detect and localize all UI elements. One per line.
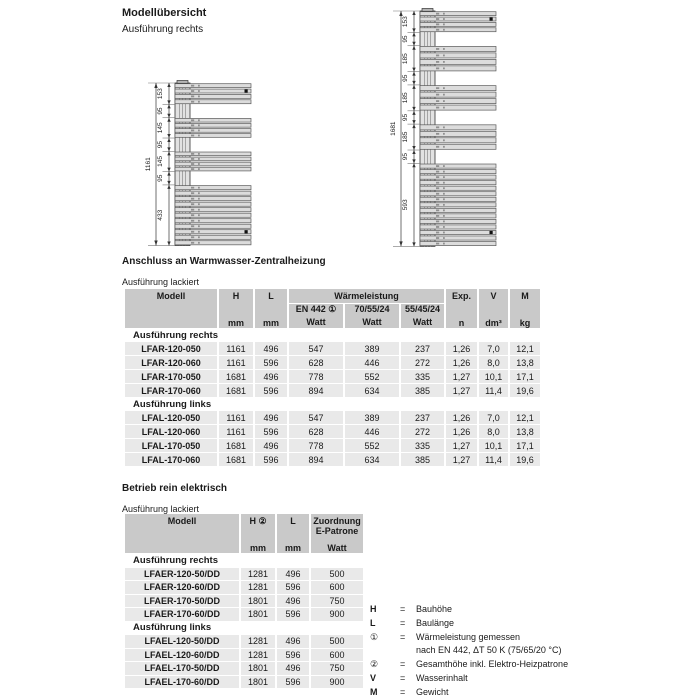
value-cell: 596 <box>255 356 287 369</box>
radiator-tube <box>175 129 251 133</box>
value-cell: 385 <box>401 384 444 397</box>
model-cell: LFAEL-170-60/DD <box>125 676 239 689</box>
value-cell: 389 <box>345 411 399 424</box>
legend-text: Wärmeleistung gemessen <box>416 631 521 642</box>
radiator-tube <box>420 236 496 240</box>
radiator-tube <box>420 144 496 149</box>
radiator-tube <box>420 230 496 234</box>
value-cell: 8,0 <box>479 425 508 438</box>
col-header-h2: H ② mm <box>241 514 275 553</box>
radiator-tube <box>420 186 496 190</box>
value-cell: 628 <box>289 356 343 369</box>
radiator-tube <box>420 125 496 130</box>
value-cell: 634 <box>345 384 399 397</box>
value-cell: 894 <box>289 384 343 397</box>
value-cell: 13,8 <box>510 356 540 369</box>
col-header-l: L mm <box>277 514 309 553</box>
legend-item-circle1-cont <box>370 645 568 659</box>
radiator-tube <box>175 118 251 122</box>
radiator-tube <box>175 134 251 138</box>
value-cell: 12,1 <box>510 342 540 355</box>
radiator-tube <box>175 123 251 127</box>
value-cell: 552 <box>345 370 399 383</box>
table-row <box>125 581 363 594</box>
radiator-tube <box>420 138 496 143</box>
legend-symbol: M <box>370 686 378 697</box>
finish-label-hydronic: Ausführung lackiert <box>122 277 200 287</box>
radiator-tube <box>175 186 251 190</box>
value-cell: 1281 <box>241 635 275 648</box>
value-cell: 389 <box>345 342 399 355</box>
top-cap <box>177 80 188 83</box>
page-subtitle: Ausführung rechts <box>122 24 204 35</box>
col-header-v: V dm³ <box>479 289 508 328</box>
value-cell: 596 <box>277 581 309 594</box>
legend-text: nach EN 442, ΔT 50 K (75/65/20 °C) <box>416 645 562 656</box>
table-row <box>125 568 363 581</box>
radiator-tube <box>420 203 496 207</box>
table-row <box>125 649 363 662</box>
value-cell: 17,1 <box>510 370 540 383</box>
radiator-tube <box>420 59 496 64</box>
value-cell: 596 <box>255 384 287 397</box>
value-cell: 496 <box>255 411 287 424</box>
vent-dot <box>489 231 492 234</box>
model-cell: LFAEL-120-60/DD <box>125 649 239 662</box>
table-row <box>125 676 363 689</box>
model-cell: LFAER-170-50/DD <box>125 595 239 608</box>
radiator-tube <box>420 192 496 196</box>
legend-equals: = <box>400 604 406 614</box>
legend-item-v <box>370 673 568 687</box>
table-section-row <box>125 329 540 341</box>
value-cell: 1,27 <box>446 453 477 466</box>
dimension-segment-label: 95 <box>402 113 410 122</box>
table-section-row <box>125 554 363 567</box>
radiator-tube <box>420 175 496 179</box>
dimension-segment-label: 185 <box>402 92 410 104</box>
value-cell: 11,4 <box>479 384 508 397</box>
radiator-tube <box>420 17 496 21</box>
legend-text: Baulänge <box>416 617 455 628</box>
legend-equals: = <box>400 631 406 642</box>
value-cell: 7,0 <box>479 411 508 424</box>
value-cell: 894 <box>289 453 343 466</box>
dimension-segment-label: 95 <box>402 74 410 82</box>
col-header-m: M kg <box>510 289 540 328</box>
radiator-tube <box>420 12 496 16</box>
radiator-tube <box>420 208 496 212</box>
table-row <box>125 635 363 648</box>
value-cell: 1801 <box>241 662 275 675</box>
legend-symbol: ② <box>370 659 379 670</box>
value-cell: 1281 <box>241 581 275 594</box>
model-cell: LFAER-170-60/DD <box>125 608 239 621</box>
table-row <box>125 370 540 383</box>
value-cell: 596 <box>255 425 287 438</box>
value-cell: 19,6 <box>510 453 540 466</box>
col-header-modell: Modell <box>125 514 239 553</box>
table-row <box>125 342 540 355</box>
value-cell: 1801 <box>241 608 275 621</box>
col-header-modell: Modell <box>125 289 217 328</box>
value-cell: 1801 <box>241 595 275 608</box>
model-cell: LFAL-120-050 <box>125 411 217 424</box>
top-cap <box>422 8 433 11</box>
table-section-label: Ausführung links <box>125 398 540 410</box>
legend-item-circle2 <box>370 659 568 673</box>
value-cell: 335 <box>401 370 444 383</box>
value-cell: 1681 <box>219 439 253 452</box>
model-cell: LFAR-170-050 <box>125 370 217 383</box>
vent-dot <box>244 230 247 233</box>
value-cell: 500 <box>311 568 363 581</box>
col-header-en442: EN 442 ① Watt <box>289 304 343 328</box>
value-cell: 1681 <box>219 384 253 397</box>
value-cell: 385 <box>401 453 444 466</box>
value-cell: 1,27 <box>446 439 477 452</box>
model-cell: LFAER-120-60/DD <box>125 581 239 594</box>
value-cell: 552 <box>345 439 399 452</box>
legend-item-m <box>370 687 568 700</box>
radiator-tube <box>420 181 496 185</box>
radiator-tube <box>175 197 251 201</box>
value-cell: 634 <box>345 453 399 466</box>
value-cell: 496 <box>277 568 309 581</box>
legend-text: Gesamthöhe inkl. Elektro-Heizpatrone <box>416 659 569 670</box>
value-cell: 1,27 <box>446 370 477 383</box>
value-cell: 272 <box>401 425 444 438</box>
legend-item-l <box>370 618 568 632</box>
legend-equals: = <box>400 659 406 670</box>
model-cell: LFAR-120-050 <box>125 342 217 355</box>
legend-equals: = <box>400 686 406 697</box>
value-cell: 600 <box>311 581 363 594</box>
value-cell: 1801 <box>241 676 275 689</box>
table-row <box>125 356 540 369</box>
value-cell: 1281 <box>241 568 275 581</box>
legend-text: Bauhöhe <box>416 604 453 614</box>
value-cell: 1,26 <box>446 411 477 424</box>
radiator-tube <box>420 99 496 104</box>
dimension-segment-label: 95 <box>402 153 410 161</box>
value-cell: 596 <box>277 676 309 689</box>
value-cell: 335 <box>401 439 444 452</box>
radiator-tube <box>420 105 496 110</box>
radiator-tube <box>175 219 251 223</box>
value-cell: 19,6 <box>510 384 540 397</box>
value-cell: 900 <box>311 676 363 689</box>
radiator-tube <box>175 84 251 88</box>
value-cell: 1681 <box>219 370 253 383</box>
value-cell: 778 <box>289 370 343 383</box>
legend-text: Wasserinhalt <box>416 672 468 683</box>
legend-equals: = <box>400 672 406 683</box>
value-cell: 237 <box>401 411 444 424</box>
table-section-label: Ausführung rechts <box>125 329 540 341</box>
radiator-tube <box>175 89 251 93</box>
value-cell: 547 <box>289 342 343 355</box>
model-cell: LFAR-120-060 <box>125 356 217 369</box>
value-cell: 446 <box>345 356 399 369</box>
dimension-total-label: 1161 <box>145 157 153 172</box>
value-cell: 1681 <box>219 453 253 466</box>
value-cell: 750 <box>311 662 363 675</box>
radiator-tube <box>420 86 496 91</box>
table-row <box>125 411 540 424</box>
model-cell: LFAR-170-060 <box>125 384 217 397</box>
section-title-hydronic: Anschluss an Warmwasser-Zentralheizung <box>122 256 326 267</box>
radiator-tube <box>175 235 251 239</box>
legend-symbol: V <box>370 672 377 683</box>
radiator-drawing-height-1681 <box>390 8 498 251</box>
radiator-tube <box>420 164 496 168</box>
value-cell: 1,27 <box>446 384 477 397</box>
value-cell: 496 <box>255 370 287 383</box>
value-cell: 1161 <box>219 356 253 369</box>
hydronic-table <box>123 288 542 467</box>
value-cell: 10,1 <box>479 370 508 383</box>
radiator-tube <box>420 219 496 223</box>
radiator-tube <box>175 230 251 234</box>
radiator-tube <box>175 224 251 228</box>
value-cell: 17,1 <box>510 439 540 452</box>
radiator-tube <box>175 191 251 195</box>
value-cell: 8,0 <box>479 356 508 369</box>
dimension-segment-label: 95 <box>157 174 165 182</box>
value-cell: 600 <box>311 649 363 662</box>
radiator-tube <box>420 53 496 58</box>
radiator-tube <box>175 162 251 166</box>
value-cell: 596 <box>255 453 287 466</box>
dimension-segment-label: 145 <box>157 156 165 167</box>
col-header-waermeleistung: Wärmeleistung <box>289 289 444 303</box>
page-title: Modellübersicht <box>122 7 207 19</box>
dimension-segment-label: 145 <box>157 122 165 134</box>
value-cell: 900 <box>311 608 363 621</box>
value-cell: 496 <box>255 439 287 452</box>
value-cell: 237 <box>401 342 444 355</box>
value-cell: 778 <box>289 439 343 452</box>
dimension-segment-label: 185 <box>402 53 410 65</box>
section-title-electric: Betrieb rein elektrisch <box>122 483 228 494</box>
dimension-segment-label: 433 <box>157 209 165 221</box>
radiator-tube <box>420 66 496 71</box>
electric-table <box>123 513 365 689</box>
table-row <box>125 425 540 438</box>
value-cell: 547 <box>289 411 343 424</box>
radiator-tube <box>175 208 251 212</box>
dimension-segment-label: 153 <box>402 16 410 28</box>
col-header-exp: Exp. n <box>446 289 477 328</box>
radiator-tube <box>420 225 496 229</box>
dimension-segment-label: 593 <box>402 199 410 211</box>
value-cell: 1161 <box>219 411 253 424</box>
value-cell: 446 <box>345 425 399 438</box>
value-cell: 1,26 <box>446 425 477 438</box>
legend-symbol: ① <box>370 631 379 642</box>
radiator-tube <box>420 170 496 174</box>
legend-item-circle1 <box>370 632 568 646</box>
legend-symbol: L <box>370 617 376 628</box>
dimension-segment-label: 185 <box>402 131 410 143</box>
col-header-h: H mm <box>219 289 253 328</box>
legend <box>370 604 568 700</box>
model-cell: LFAL-170-050 <box>125 439 217 452</box>
value-cell: 628 <box>289 425 343 438</box>
col-header-epatrone: Zuordnung E-Patrone Watt <box>311 514 363 553</box>
value-cell: 12,1 <box>510 411 540 424</box>
table-row <box>125 662 363 675</box>
table-row <box>125 595 363 608</box>
value-cell: 596 <box>277 649 309 662</box>
radiator-tube <box>175 152 251 156</box>
table-section-label: Ausführung links <box>125 622 363 635</box>
table-row <box>125 384 540 397</box>
legend-symbol: H <box>370 604 377 614</box>
dimension-segment-label: 95 <box>157 107 165 115</box>
model-cell: LFAEL-120-50/DD <box>125 635 239 648</box>
value-cell: 496 <box>277 635 309 648</box>
table-row <box>125 453 540 466</box>
radiator-tube <box>175 202 251 206</box>
model-cell: LFAL-120-060 <box>125 425 217 438</box>
radiator-tube <box>175 157 251 161</box>
value-cell: 496 <box>277 595 309 608</box>
value-cell: 1,26 <box>446 356 477 369</box>
model-cell: LFAL-170-060 <box>125 453 217 466</box>
radiator-tube <box>175 213 251 217</box>
value-cell: 750 <box>311 595 363 608</box>
radiator-tube <box>420 28 496 32</box>
dimension-total-label: 1681 <box>390 121 398 136</box>
col-header-705524: 70/55/24 Watt <box>345 304 399 328</box>
dimension-segment-label: 95 <box>157 141 165 149</box>
table-row <box>125 439 540 452</box>
radiator-tube <box>420 22 496 26</box>
table-section-row <box>125 398 540 410</box>
model-cell: LFAER-120-50/DD <box>125 568 239 581</box>
radiator-tube <box>175 100 251 104</box>
value-cell: 500 <box>311 635 363 648</box>
value-cell: 596 <box>277 608 309 621</box>
table-section-label: Ausführung rechts <box>125 554 363 567</box>
legend-item-h <box>370 604 568 618</box>
model-cell: LFAEL-170-50/DD <box>125 662 239 675</box>
table-section-row <box>125 622 363 635</box>
radiator-tube <box>420 92 496 97</box>
vent-dot <box>489 17 492 20</box>
value-cell: 272 <box>401 356 444 369</box>
col-header-554524: 55/45/24 Watt <box>401 304 444 328</box>
value-cell: 10,1 <box>479 439 508 452</box>
table-row <box>125 608 363 621</box>
value-cell: 13,8 <box>510 425 540 438</box>
value-cell: 496 <box>255 342 287 355</box>
value-cell: 496 <box>277 662 309 675</box>
value-cell: 1,26 <box>446 342 477 355</box>
radiator-tube <box>420 214 496 218</box>
radiator-tube <box>420 197 496 201</box>
finish-label-electric: Ausführung lackiert <box>122 504 200 514</box>
value-cell: 1281 <box>241 649 275 662</box>
value-cell: 11,4 <box>479 453 508 466</box>
radiator-tube <box>420 241 496 245</box>
radiator-drawing-height-1161 <box>145 80 253 251</box>
value-cell: 7,0 <box>479 342 508 355</box>
legend-text: Gewicht <box>416 686 449 697</box>
value-cell: 1161 <box>219 425 253 438</box>
radiator-tube <box>420 131 496 136</box>
dimension-segment-label: 95 <box>402 35 410 43</box>
value-cell: 1161 <box>219 342 253 355</box>
radiator-tube <box>175 94 251 98</box>
vent-dot <box>244 89 247 92</box>
col-header-l: L mm <box>255 289 287 328</box>
radiator-tube <box>420 46 496 51</box>
dimension-segment-label: 153 <box>157 88 165 100</box>
legend-equals: = <box>400 617 406 628</box>
radiator-tube <box>175 167 251 171</box>
radiator-tube <box>175 241 251 245</box>
